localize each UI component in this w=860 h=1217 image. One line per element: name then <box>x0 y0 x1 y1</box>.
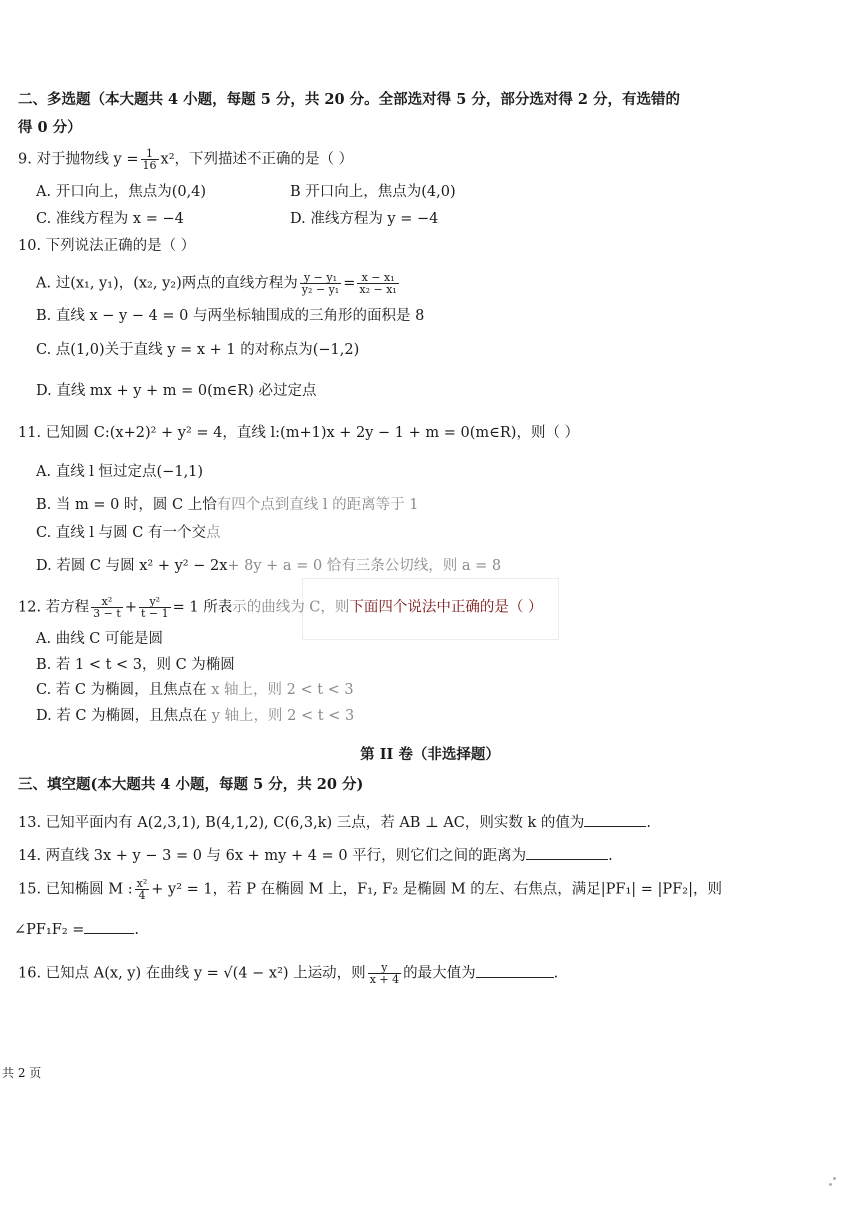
q16-end: . <box>553 965 559 982</box>
q12-option-a: A. 曲线 C 可能是圆 <box>36 631 164 647</box>
q12-option-d-text: D. 若 C 为椭圆，且焦点在 <box>36 708 208 724</box>
q9-frac-num: 1 <box>141 148 159 160</box>
page-footer: 共 2 页 <box>2 1066 42 1080</box>
q11-option-d-text: D. 若圆 C 与圆 x² + y² − 2x <box>36 558 228 574</box>
q13 <box>18 812 651 833</box>
q15-angle-text: ∠PF₁F₂ = <box>14 922 85 938</box>
q9-option-c: C. 准线方程为 x = −4 <box>36 211 184 227</box>
part2-title: 第 II 卷（非选择题） <box>360 746 500 763</box>
q9-stem <box>18 148 353 171</box>
q12-stem-text: 12. 若方程 <box>18 599 90 616</box>
q13-end: . <box>646 815 651 831</box>
q10-f2-den: x₂ − x₁ <box>359 283 397 296</box>
q16-f-den: x + 4 <box>369 973 400 986</box>
q15-angle <box>14 919 139 940</box>
q12-stem <box>18 596 543 619</box>
q15-text-2: + y² = 1，若 P 在椭圆 M 上，F₁, F₂ 是椭圆 M 的左、右焦点，满足|PF₁| = |PF₂|，则 <box>151 881 722 898</box>
q16-text-2: 的最大值为 <box>403 965 476 982</box>
q9-option-d: D. 准线方程为 y = −4 <box>290 211 439 227</box>
q12-stem-text-2: = 1 所表 <box>172 599 233 616</box>
q10-option-c: C. 点(1,0)关于直线 y = x + 1 的对称点为(−1,2) <box>36 342 360 358</box>
q12-f1-num: x² <box>91 596 123 608</box>
q14 <box>18 845 613 866</box>
q14-answer-blank[interactable] <box>526 845 608 860</box>
q9-stem-text-2: x²，下列描述不正确的是（ ） <box>160 151 354 168</box>
q10-fraction-2 <box>357 272 398 295</box>
q10-option-a-text: A. 过(x₁, y₁)，(x₂, y₂)两点的直线方程为 <box>36 275 298 292</box>
q12-option-b: B. 若 1 < t < 3，则 C 为椭圆 <box>36 657 235 673</box>
q11-stem: 11. 已知圆 C:(x+2)² + y² = 4，直线 l:(m+1)x + 2y − 1 + m = 0(m∈R)，则（ ） <box>18 425 580 441</box>
q12-plus: + <box>124 599 137 616</box>
scan-speck <box>829 1183 832 1186</box>
q9-frac-den: 16 <box>142 159 157 172</box>
q11-option-c <box>36 523 220 543</box>
q12-option-c <box>36 680 354 700</box>
q12-f1-den: 3 − t <box>93 607 121 620</box>
q12-stem-faint: 示的曲线为 C，则 <box>232 599 350 616</box>
q16-answer-blank[interactable] <box>476 963 554 978</box>
q11-option-b-text: B. 当 m = 0 时，圆 C 上恰 <box>36 497 217 513</box>
q9-option-a: A. 开口向上，焦点为(0,4) <box>36 184 207 200</box>
q12-option-d-faint: y 轴上，则 2 < t < 3 <box>207 708 355 724</box>
q12-option-c-text: C. 若 C 为椭圆，且焦点在 <box>36 682 207 698</box>
section2-heading-line2: 得 0 分） <box>18 119 82 136</box>
q10-option-a <box>36 272 401 295</box>
q12-option-c-faint: x 轴上，则 2 < t < 3 <box>206 682 354 698</box>
q11-option-c-faint: 点 <box>205 525 221 541</box>
q15-f-num: x² <box>136 877 148 890</box>
q16-f-num: y <box>368 962 401 974</box>
q10-f1-den: y₂ − y₁ <box>301 283 340 296</box>
q11-option-d-faint: + 8y + a = 0 恰有三条公切线，则 a = 8 <box>227 558 502 574</box>
q14-text: 14. 两直线 3x + y − 3 = 0 与 6x + my + 4 = 0 平行，则它们之间的距离为 <box>18 848 527 864</box>
q10-fraction-1 <box>300 272 341 295</box>
q12-stem-red: 下面四个说法中正确的是（ ） <box>349 599 543 616</box>
q10-f1-num: y − y₁ <box>300 272 341 284</box>
q11-option-b <box>36 495 418 515</box>
q15-answer-blank[interactable] <box>84 919 134 934</box>
section3-heading: 三、填空题(本大题共 4 小题，每题 5 分，共 20 分) <box>18 776 364 793</box>
q10-option-b: B. 直线 x − y − 4 = 0 与两坐标轴围成的三角形的面积是 8 <box>36 308 425 324</box>
q15-end: . <box>134 922 140 938</box>
q15-f-den: 4 <box>138 889 146 902</box>
section2-heading-line1: 二、多选题（本大题共 4 小题，每题 5 分，共 20 分。全部选对得 5 分，部分选对得 2 分，有选错的 <box>18 91 681 108</box>
q10-option-d: D. 直线 mx + y + m = 0(m∈R) 必过定点 <box>36 383 317 399</box>
q10-stem: 10. 下列说法正确的是（ ） <box>18 238 196 254</box>
q12-option-d <box>36 706 354 726</box>
q12-fraction-2 <box>139 596 171 619</box>
q14-end: . <box>608 848 613 864</box>
q9-option-b: B 开口向上，焦点为(4,0) <box>290 184 456 200</box>
q16 <box>18 962 558 985</box>
q15-fraction <box>135 878 150 901</box>
q11-option-b-faint: 有四个点到直线 l 的距离等于 1 <box>216 497 419 513</box>
q11-option-c-text: C. 直线 l 与圆 C 有一个交 <box>36 525 206 541</box>
q12-f2-den: t − 1 <box>140 607 169 620</box>
q11-option-d <box>36 556 501 576</box>
q13-text: 13. 已知平面内有 A(2,3,1), B(4,1,2), C(6,3,k) 三点，若 AB ⊥ AC，则实数 k 的值为 <box>18 815 585 831</box>
q9-fraction <box>141 148 159 171</box>
q12-fraction-1 <box>91 596 123 619</box>
q12-f2-num: y² <box>139 596 171 608</box>
q9-stem-text: 9. 对于抛物线 y = <box>18 151 139 168</box>
q10-equals: = <box>343 275 356 292</box>
q15-text: 15. 已知椭圆 M : <box>18 881 133 898</box>
q10-f2-num: x − x₁ <box>357 272 398 284</box>
q11-option-a: A. 直线 l 恒过定点(−1,1) <box>36 464 204 480</box>
q15 <box>18 878 722 901</box>
q16-fraction <box>368 962 401 985</box>
scan-speck <box>833 1177 836 1180</box>
q13-answer-blank[interactable] <box>584 812 646 827</box>
q16-text: 16. 已知点 A(x, y) 在曲线 y = √(4 − x²) 上运动，则 <box>18 965 366 982</box>
